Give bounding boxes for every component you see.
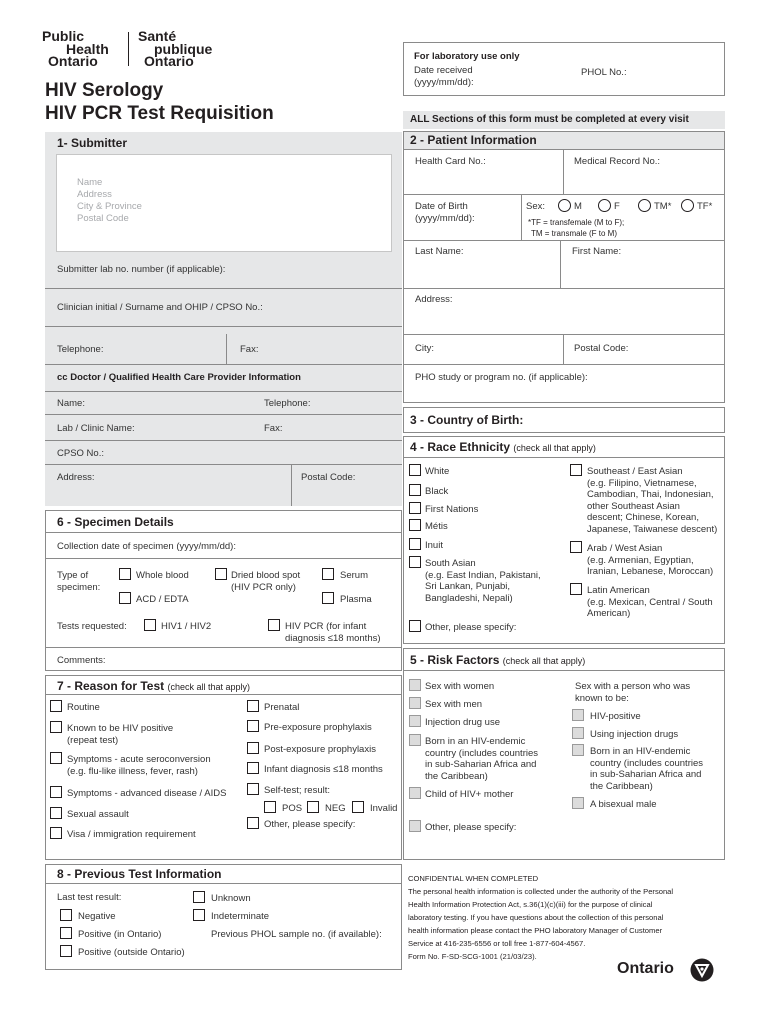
prep-checkbox[interactable] (247, 720, 259, 732)
known-positive-label: Known to be HIV positive (67, 723, 174, 734)
whole-blood-label: Whole blood (136, 570, 189, 581)
partner-born-2: country (includes countries (590, 757, 703, 769)
section-7-sub: (check all that apply) (167, 682, 251, 692)
acute-checkbox[interactable] (50, 752, 62, 764)
se-asian-eg-1: (e.g. Filipino, Vietnamese, (587, 477, 697, 489)
section-2-patient (403, 131, 725, 403)
partner-heading-2: known to be: (575, 692, 629, 704)
latin-label (587, 585, 713, 620)
health-card-label: Health Card No.: (415, 156, 486, 167)
arab-eg-1: (e.g. Armenian, Egyptian, (587, 554, 694, 566)
date-received-format: (yyyy/mm/dd): (414, 77, 474, 88)
section-2-title: 2 - Patient Information (410, 133, 537, 147)
south-asian-eg-1: (e.g. East Indian, Pakistani, (425, 569, 541, 581)
submitter-address-box[interactable] (56, 154, 392, 252)
partner-born-4: the Caribbean) (590, 780, 653, 792)
collection-date-label: Collection date of specimen (yyyy/mm/dd): (57, 541, 236, 552)
logo-ontario-fr: Ontario (144, 53, 194, 69)
south-asian-text: South Asian (425, 558, 476, 569)
section-5-title (410, 653, 585, 667)
south-asian-eg-3: Bangladeshi, Nepali) (425, 592, 513, 604)
sex-m-label: M (574, 201, 582, 212)
section-7-title-text: 7 - Reason for Test (57, 679, 165, 693)
section-1-title: 1- Submitter (57, 136, 128, 150)
previous-phol-label: Previous PHOL sample no. (if available): (211, 929, 382, 940)
se-asian-eg-2: Cambodian, Thai, Indonesian, (587, 489, 714, 500)
black-label: Black (425, 486, 449, 497)
form-number: Form No. F-SD-SCG-1001 (21/03/23). (408, 952, 537, 961)
known-positive-checkbox[interactable] (50, 721, 62, 733)
section-6-title: 6 - Specimen Details (57, 515, 174, 529)
partner-idu-label: Using injection drugs (590, 729, 679, 740)
sex-label: Sex: (526, 201, 546, 212)
sex-f-radio[interactable] (598, 199, 611, 212)
plasma-checkbox[interactable] (322, 592, 334, 604)
reason-other-label: Other, please specify: (264, 819, 356, 830)
risk-other-label: Other, please specify: (425, 822, 517, 833)
hiv12-checkbox[interactable] (144, 619, 156, 631)
invalid-checkbox[interactable] (352, 801, 364, 813)
born-endemic-2: country (includes countries (425, 747, 538, 759)
se-asian-eg-4: descent; Chinese, Korean, (587, 512, 699, 523)
pos-label: POS (282, 803, 303, 814)
hiv12-label: HIV1 / HIV2 (161, 621, 212, 632)
hiv-pcr-checkbox[interactable] (268, 619, 280, 631)
specimen-label: specimen: (57, 582, 101, 593)
indeterminate-checkbox[interactable] (193, 909, 205, 921)
advanced-checkbox[interactable] (50, 786, 62, 798)
cc-name-label: Name: (57, 398, 85, 409)
white-checkbox[interactable] (409, 464, 421, 476)
unknown-label: Unknown (211, 893, 251, 904)
positive-ontario-checkbox[interactable] (60, 927, 72, 939)
form-title-1: HIV Serology (45, 80, 164, 101)
latin-text: Latin American (587, 585, 650, 596)
visa-label: Visa / immigration requirement (67, 829, 196, 840)
first-nations-checkbox[interactable] (409, 502, 421, 514)
serum-label: Serum (340, 570, 368, 581)
logo-publique: publique (154, 41, 213, 57)
dob-label: Date of Birth (415, 201, 468, 212)
sex-m-radio[interactable] (558, 199, 571, 212)
neg-label: NEG (325, 803, 346, 814)
born-endemic-4: the Caribbean) (425, 770, 488, 782)
idu-label: Injection drug use (425, 717, 500, 728)
sex-tf-radio[interactable] (681, 199, 694, 212)
cc-heading: cc Doctor / Qualified Health Care Provider Information (57, 372, 301, 383)
partner-born-1: Born in an HIV-endemic (590, 746, 691, 757)
inuit-label: Inuit (425, 540, 443, 551)
routine-label: Routine (67, 702, 100, 713)
plasma-label: Plasma (340, 594, 372, 605)
partner-born-3: in sub-Saharian Africa and (590, 769, 702, 780)
sex-tm-radio[interactable] (638, 199, 651, 212)
south-asian-checkbox[interactable] (409, 556, 421, 568)
advanced-label: Symptoms - advanced disease / AIDS (67, 788, 227, 799)
partner-hiv-checkbox[interactable] (572, 709, 584, 721)
latin-eg-1: (e.g. Mexican, Central / South (587, 596, 713, 608)
sex-women-checkbox[interactable] (409, 679, 421, 691)
lab-clinic-label: Lab / Clinic Name: (57, 423, 135, 434)
positive-outside-label: Positive (outside Ontario) (78, 947, 185, 958)
white-label: White (425, 466, 450, 477)
type-label: Type of (57, 570, 89, 581)
visa-checkbox[interactable] (50, 827, 62, 839)
whole-blood-checkbox[interactable] (119, 568, 131, 580)
acd-edta-label: ACD / EDTA (136, 594, 189, 605)
risk-other-checkbox[interactable] (409, 820, 421, 832)
se-asian-eg-5: Japanese, Taiwanese descent) (587, 523, 718, 535)
partner-born-label (590, 746, 703, 792)
patient-postal-label: Postal Code: (574, 343, 629, 354)
race-other-checkbox[interactable] (409, 620, 421, 632)
prenatal-checkbox[interactable] (247, 700, 259, 712)
dob-format: (yyyy/mm/dd): (415, 213, 475, 224)
telephone-label: Telephone: (57, 344, 104, 355)
partner-born-checkbox[interactable] (572, 744, 584, 756)
comments-label: Comments: (57, 655, 106, 666)
negative-label: Negative (78, 911, 116, 922)
black-checkbox[interactable] (409, 484, 421, 496)
fax-field[interactable] (227, 334, 402, 364)
dbs-label: Dried blood spot (231, 570, 301, 581)
dbs-note: (HIV PCR only) (231, 582, 296, 593)
sex-tm-label: TM* (654, 201, 672, 212)
infant-label: Infant diagnosis ≤18 months (264, 764, 383, 775)
sex-men-checkbox[interactable] (409, 697, 421, 709)
serum-checkbox[interactable] (322, 568, 334, 580)
arab-label (587, 543, 713, 578)
phol-no-label: PHOL No.: (581, 67, 627, 78)
arab-checkbox[interactable] (570, 541, 582, 553)
confidential-line-3: laboratory testing. If you have questions about the collection of this personal (408, 913, 664, 922)
bisexual-label: A bisexual male (590, 799, 657, 810)
section-4-sub: (check all that apply) (513, 443, 596, 453)
clinician-label: Clinician initial / Surname and OHIP / CPSO No.: (57, 302, 263, 313)
lab-use-heading: For laboratory use only (414, 51, 520, 62)
ontario-logo-text: Ontario (617, 960, 674, 977)
born-endemic-label (425, 736, 538, 782)
placeholder-city: City & Province (77, 201, 142, 212)
se-asian-eg-3: other Southeast Asian (587, 500, 680, 512)
unknown-checkbox[interactable] (193, 891, 205, 903)
dbs-checkbox[interactable] (215, 568, 227, 580)
positive-ontario-label: Positive (in Ontario) (78, 929, 162, 940)
reason-other-checkbox[interactable] (247, 817, 259, 829)
sex-women-label: Sex with women (425, 681, 495, 692)
child-hiv-checkbox[interactable] (409, 787, 421, 799)
section-4-title (410, 440, 596, 454)
logo-sante: Santé (138, 28, 177, 44)
patient-address-label: Address: (415, 294, 453, 305)
se-asian-text: Southeast / East Asian (587, 466, 683, 477)
cpso-label: CPSO No.: (57, 448, 104, 459)
sexual-assault-checkbox[interactable] (50, 807, 62, 819)
born-endemic-3: in sub-Saharian Africa and (425, 759, 537, 770)
confidential-notice (408, 872, 728, 963)
se-asian-checkbox[interactable] (570, 464, 582, 476)
born-endemic-checkbox[interactable] (409, 734, 421, 746)
fax-label: Fax: (240, 344, 259, 355)
confidential-line-5: Service at 416-235-6556 or toll free 1-877-604-4567. (408, 939, 586, 948)
known-positive-note: (repeat test) (67, 735, 119, 746)
positive-outside-checkbox[interactable] (60, 945, 72, 957)
latin-eg-2: American) (587, 608, 631, 619)
born-endemic-1: Born in an HIV-endemic (425, 736, 526, 747)
sex-tf-label: TF* (697, 201, 713, 212)
section-5-sub: (check all that apply) (502, 656, 586, 666)
race-other-label: Other, please specify: (425, 622, 517, 633)
confidential-heading: CONFIDENTIAL WHEN COMPLETED (408, 874, 539, 883)
sex-men-label: Sex with men (425, 699, 483, 710)
acute-note: (e.g. flu-like illness, fever, rash) (67, 766, 198, 777)
prep-label: Pre-exposure prophylaxis (264, 722, 372, 733)
sex-note-1: *TF = transfemale (M to F); (528, 218, 625, 227)
infant-checkbox[interactable] (247, 762, 259, 774)
self-test-checkbox[interactable] (247, 783, 259, 795)
lab-use-box (403, 42, 725, 96)
sexual-assault-label: Sexual assault (67, 809, 129, 820)
acute-label: Symptoms - acute seroconversion (67, 754, 211, 765)
cc-postal-label: Postal Code: (301, 472, 356, 483)
section-8-title: 8 - Previous Test Information (57, 867, 222, 881)
logo-health: Health (66, 41, 109, 57)
pho-logo (42, 30, 222, 70)
pep-label: Post-exposure prophylaxis (264, 744, 376, 755)
section-3-title: 3 - Country of Birth: (410, 413, 524, 427)
partner-heading (575, 681, 690, 704)
last-name-label: Last Name: (415, 246, 464, 257)
logo-public: Public (42, 28, 85, 44)
routine-checkbox[interactable] (50, 700, 62, 712)
invalid-label: Invalid (370, 803, 398, 814)
partner-heading-1: Sex with a person who was (575, 681, 691, 692)
all-sections-banner (403, 111, 725, 129)
placeholder-name: Name (77, 177, 103, 188)
section-5-title-text: 5 - Risk Factors (410, 653, 500, 667)
cc-address-label: Address: (57, 472, 95, 483)
hiv-pcr-note: diagnosis ≤18 months) (285, 633, 381, 644)
mrn-label: Medical Record No.: (574, 156, 661, 167)
negative-checkbox[interactable] (60, 909, 72, 921)
indeterminate-label: Indeterminate (211, 911, 270, 922)
all-sections-text: ALL Sections of this form must be completed at every visit (410, 114, 689, 125)
hiv-pcr-label: HIV PCR (for infant (285, 621, 367, 632)
partner-idu-checkbox[interactable] (572, 727, 584, 739)
placeholder-address: Address (77, 189, 112, 200)
submitter-lab-no-label: Submitter lab no. number (if applicable): (57, 264, 226, 275)
confidential-line-2: Health Information Protection Act, s.36(1)(c)(iii) for the purpose of clinical (408, 900, 653, 909)
arab-eg-2: Iranian, Lebanese, Moroccan) (587, 566, 714, 577)
partner-hiv-label: HIV-positive (590, 711, 641, 722)
cc-telephone-label: Telephone: (264, 398, 311, 409)
trillium-icon (690, 958, 714, 982)
patient-city-label: City: (415, 343, 434, 354)
latin-checkbox[interactable] (570, 583, 582, 595)
form-title-2: HIV PCR Test Requisition (45, 103, 274, 124)
submitter-lab-no-field[interactable] (45, 256, 402, 288)
last-result-label: Last test result: (57, 892, 122, 903)
idu-checkbox[interactable] (409, 715, 421, 727)
metis-label: Métis (425, 521, 448, 532)
comments-field[interactable] (45, 648, 402, 671)
placeholder-postal: Postal Code (77, 213, 129, 224)
prenatal-label: Prenatal (264, 702, 300, 713)
section-7-title (57, 679, 250, 693)
date-received-label: Date received (414, 65, 473, 76)
inuit-checkbox[interactable] (409, 538, 421, 550)
pep-checkbox[interactable] (247, 742, 259, 754)
south-asian-label (425, 558, 541, 604)
first-nations-label: First Nations (425, 504, 479, 515)
section-4-title-text: 4 - Race Ethnicity (410, 440, 511, 454)
arab-text: Arab / West Asian (587, 543, 663, 554)
south-asian-eg-2: Sri Lankan, Punjabi, (425, 581, 511, 592)
confidential-line-1: The personal health information is collected under the authority of the Personal (408, 887, 674, 896)
first-name-label: First Name: (572, 246, 622, 257)
bisexual-checkbox[interactable] (572, 797, 584, 809)
sex-note-2: TM = transmale (F to M) (531, 229, 618, 238)
clinician-field[interactable] (45, 289, 402, 326)
cc-fax-label: Fax: (264, 423, 283, 434)
confidential-line-4: health information please contact the PHO laboratory Manager of Customer (408, 926, 663, 935)
acd-edta-checkbox[interactable] (119, 592, 131, 604)
metis-checkbox[interactable] (409, 519, 421, 531)
pho-study-label: PHO study or program no. (if applicable): (415, 372, 588, 383)
se-asian-label (587, 466, 717, 535)
neg-checkbox[interactable] (307, 801, 319, 813)
logo-ontario: Ontario (48, 53, 98, 69)
pos-checkbox[interactable] (264, 801, 276, 813)
tests-requested-label: Tests requested: (57, 621, 127, 632)
child-hiv-label: Child of HIV+ mother (425, 789, 514, 800)
sex-f-label: F (614, 201, 620, 212)
self-test-label: Self-test; result: (264, 785, 330, 796)
